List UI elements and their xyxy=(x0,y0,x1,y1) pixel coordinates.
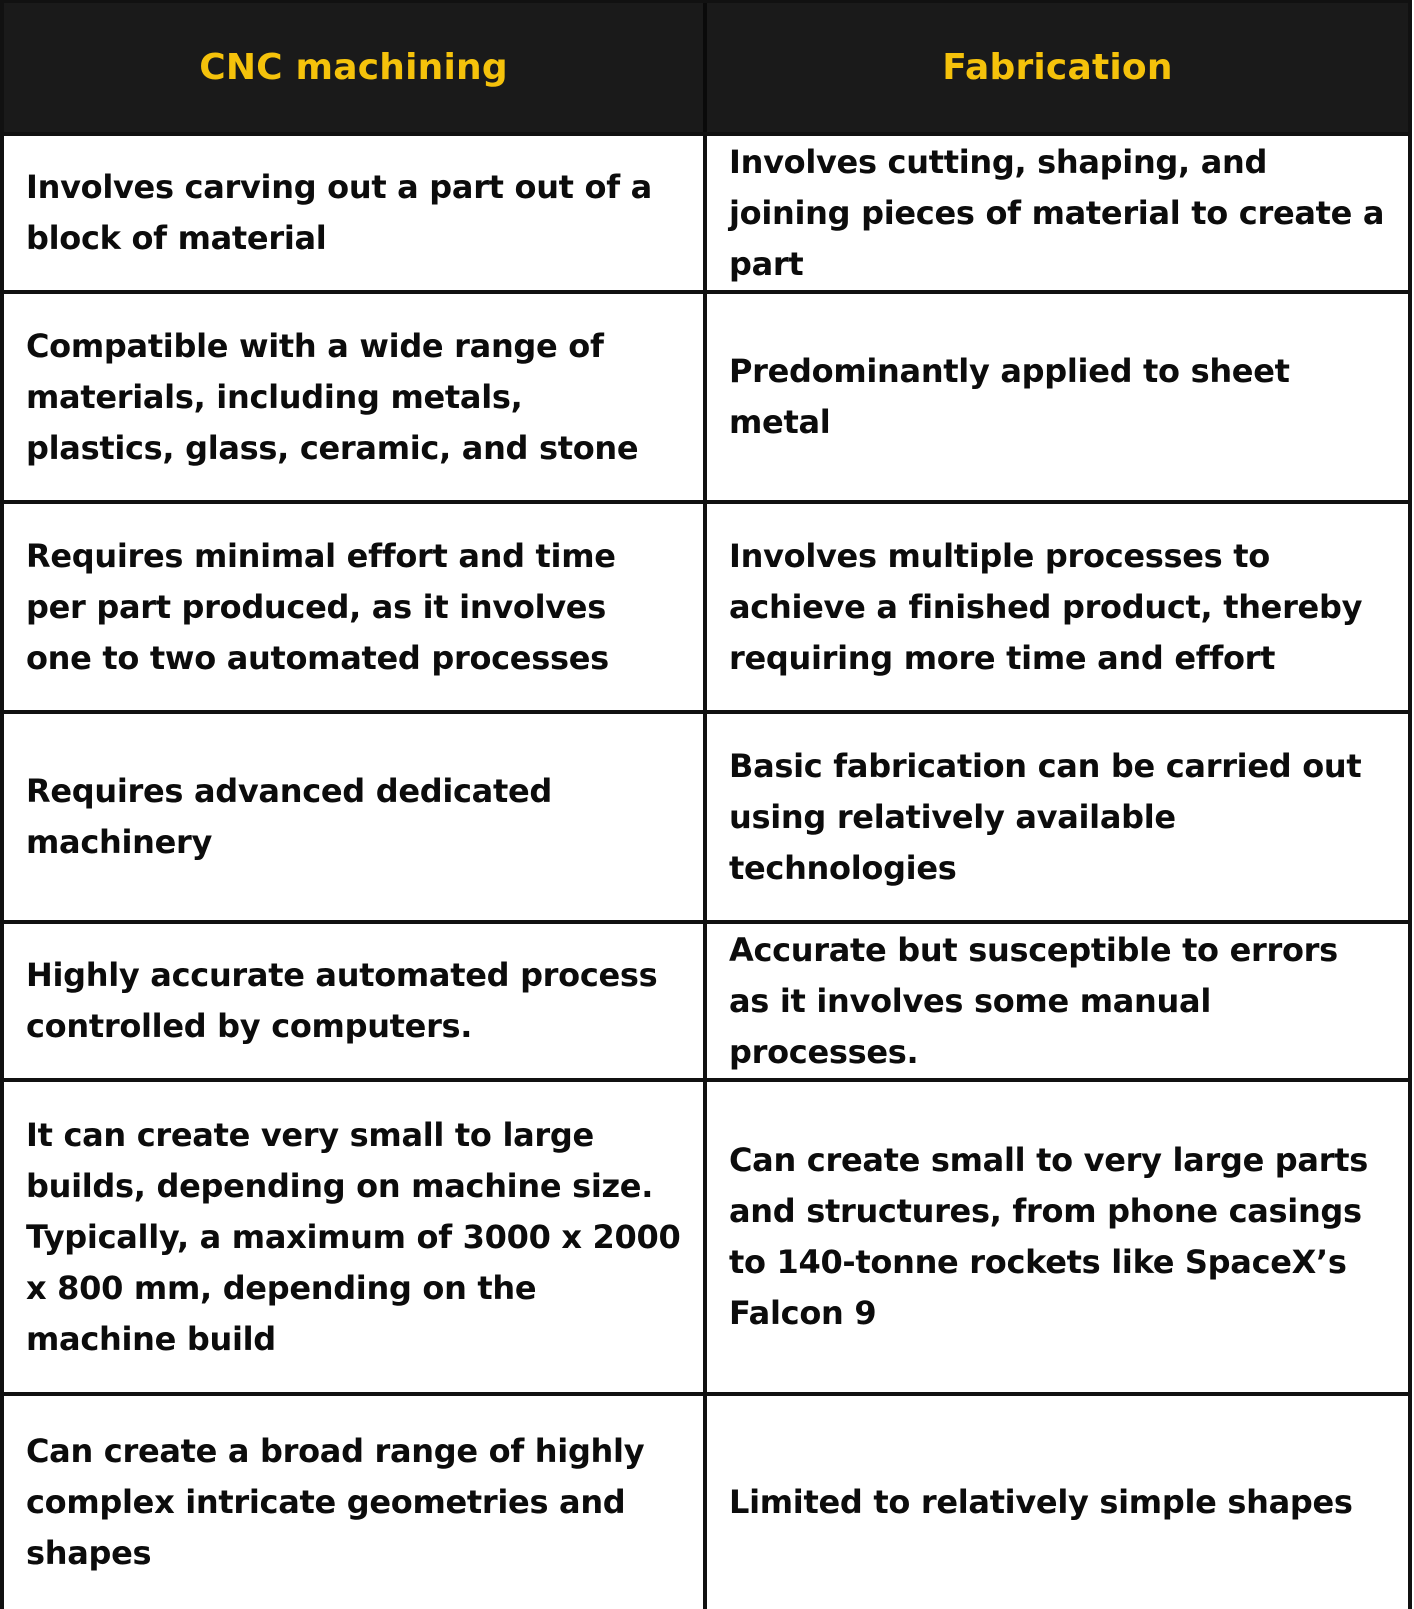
fabrication-cell: Accurate but susceptible to errors as it involves some manual processes. xyxy=(729,930,1338,1071)
fabrication-cell: Involves multiple processes to achieve a finished product, thereby requiring more time and effort xyxy=(729,536,1363,677)
table-row xyxy=(4,294,1408,504)
cnc-cell: Highly accurate automated process controlled by computers. xyxy=(4,924,707,1078)
fabrication-cell: Involves cutting, shaping, and joining pieces of material to create a part xyxy=(729,142,1385,283)
table-row xyxy=(4,136,1408,294)
fabrication-cell: Basic fabrication can be carried out using relatively available technologies xyxy=(729,746,1362,887)
table-row xyxy=(4,924,1408,1082)
cnc-cell: Compatible with a wide range of materials, including metals, plastics, glass, ceramic, and stone xyxy=(4,294,707,500)
table-row xyxy=(4,1396,1408,1609)
table-row xyxy=(4,1082,1408,1396)
fabrication-cell: Can create small to very large parts and structures, from phone casings to 140-tonne rockets like SpaceX’s Falcon 9 xyxy=(729,1141,1368,1332)
table-row xyxy=(4,504,1408,714)
cnc-cell: Requires minimal effort and time per part produced, as it involves one to two automated processes xyxy=(4,504,707,710)
cnc-cell: It can create very small to large builds, depending on machine size. Typically, a maximum of 3000 x 2000 x 800 mm, depending on the machine build xyxy=(4,1082,707,1392)
cnc-cell: Requires advanced dedicated machinery xyxy=(4,714,707,920)
cnc-cell: Can create a broad range of highly complex intricate geometries and shapes xyxy=(4,1396,707,1609)
table-row xyxy=(4,714,1408,924)
fabrication-cell: Limited to relatively simple shapes xyxy=(729,1483,1353,1521)
cnc-cell: Involves carving out a part out of a block of material xyxy=(4,136,707,290)
fabrication-cell: Predominantly applied to sheet metal xyxy=(729,352,1290,441)
table-header-row xyxy=(4,3,1408,136)
column-header-cnc-machining: CNC machining xyxy=(4,3,707,132)
column-header-fabrication: Fabrication xyxy=(942,47,1173,88)
